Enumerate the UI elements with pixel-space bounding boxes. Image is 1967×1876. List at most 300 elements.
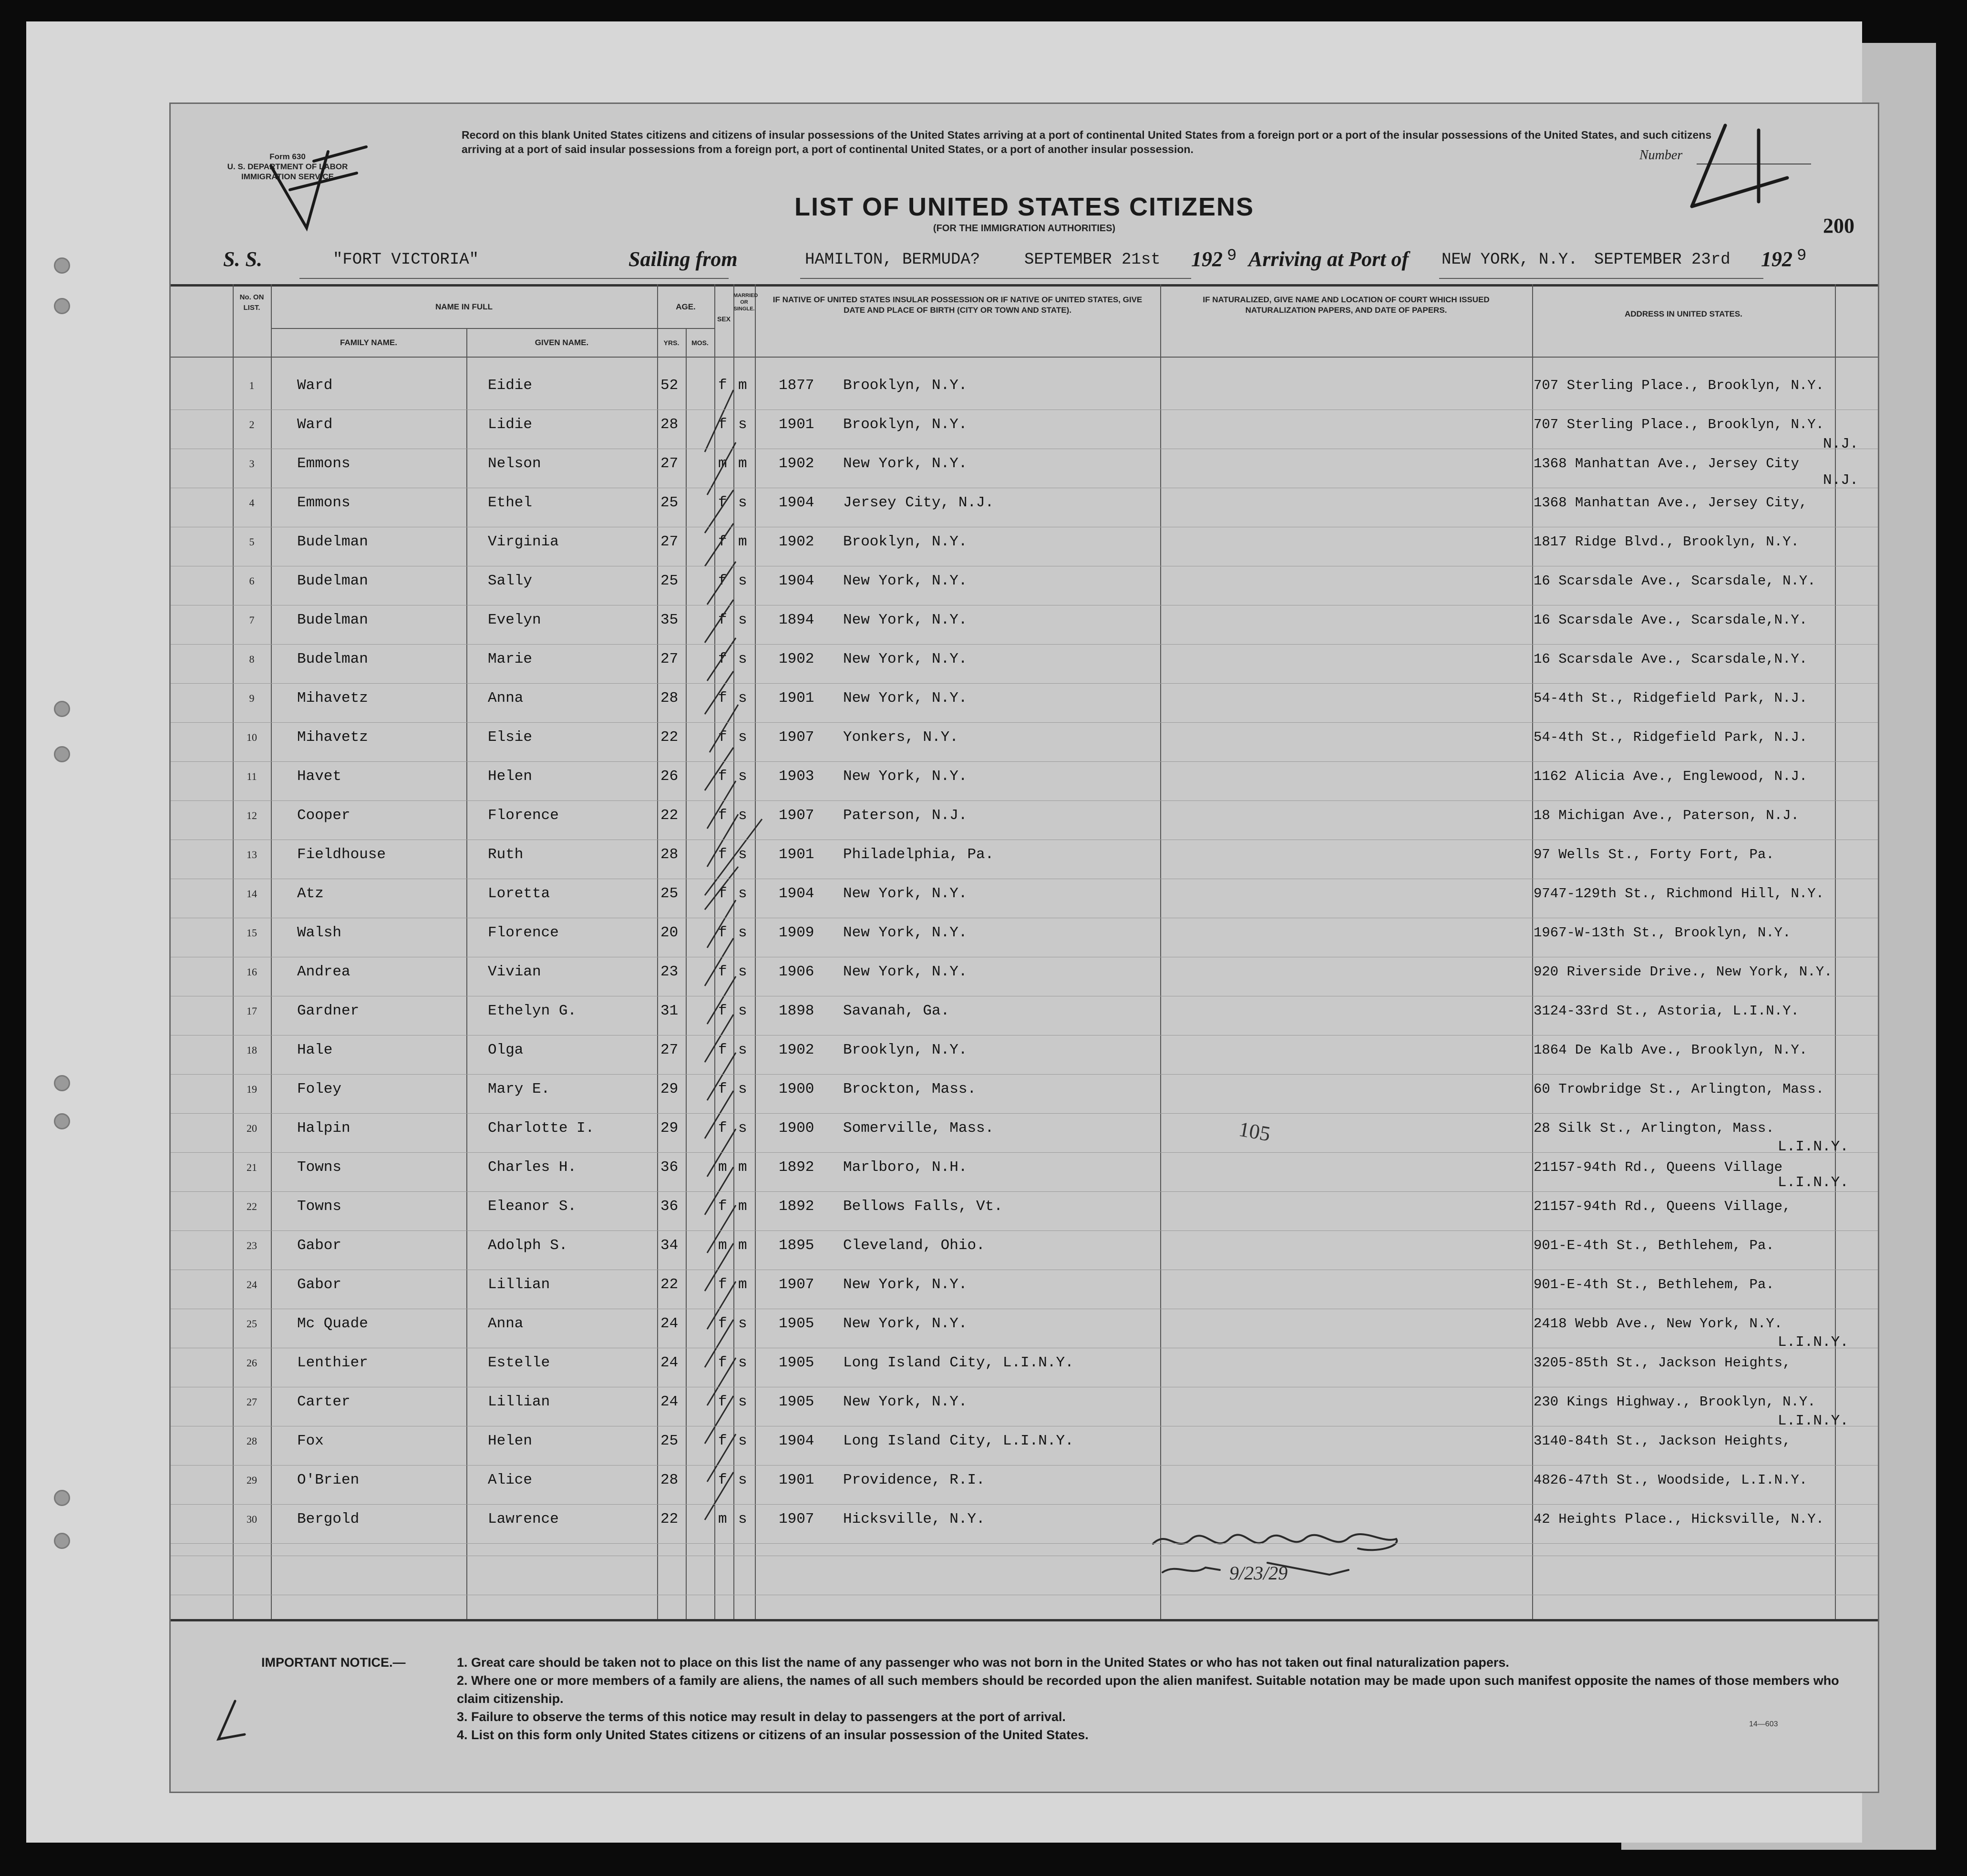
age-years: 34 <box>660 1237 679 1254</box>
sex: m <box>718 1159 727 1176</box>
given-name: Florence <box>488 807 559 824</box>
family-name: Ward <box>297 416 333 433</box>
sex: f <box>718 1394 727 1410</box>
birth-year: 1904 <box>779 494 814 511</box>
row-number: 6 <box>249 575 255 587</box>
arriving-year-typed: 9 <box>1797 247 1807 265</box>
family-name: Walsh <box>297 924 342 941</box>
birth-place: New York, N.Y. <box>843 690 968 707</box>
marital-status: s <box>738 768 747 785</box>
age-years: 24 <box>660 1354 679 1371</box>
birth-year: 1902 <box>779 533 814 550</box>
notice-item-3: 3. Failure to observe the terms of this notice may result in delay to passengers at the port of arrival. <box>457 1710 1066 1724</box>
family-name: Towns <box>297 1159 342 1176</box>
row-number: 8 <box>249 653 255 665</box>
address-continuation: N.J. <box>1823 472 1859 489</box>
given-name: Nelson <box>488 455 541 472</box>
header-mos: MOS. <box>691 339 709 347</box>
sex: f <box>718 416 727 433</box>
birth-place: Brooklyn, N.Y. <box>843 416 968 433</box>
ss-label: S. S. <box>223 247 262 271</box>
row-rule <box>171 1504 1878 1505</box>
birth-year: 1905 <box>779 1354 814 1371</box>
header-married-or-single: MARRIED OR SINGLE. <box>733 293 758 312</box>
given-name: Marie <box>488 651 533 667</box>
binder-hole <box>54 701 70 717</box>
header-no-on-list: No. ON LIST. <box>239 293 264 312</box>
notice-item-2: 2. Where one or more members of a family are aliens, the names of all such members should be recorded upon the alien manifest. Suitable notation may be made upon such manifest opposite the names of those members who claim citizenship. <box>457 1673 1839 1706</box>
sex: f <box>718 377 727 394</box>
given-name: Evelyn <box>488 612 541 628</box>
age-years: 25 <box>660 573 679 589</box>
row-number: 4 <box>249 497 255 509</box>
row-number: 19 <box>247 1083 257 1095</box>
age-years: 36 <box>660 1198 679 1215</box>
sex: f <box>718 612 727 628</box>
birth-year: 1902 <box>779 455 814 472</box>
sex: f <box>718 1003 727 1019</box>
sex: f <box>718 573 727 589</box>
sex: f <box>718 1276 727 1293</box>
family-name: Towns <box>297 1198 342 1215</box>
birth-place: Jersey City, N.J. <box>843 494 994 511</box>
us-address: 1162 Alicia Ave., Englewood, N.J. <box>1534 769 1808 784</box>
header-name-in-full: NAME IN FULL <box>435 302 493 311</box>
age-years: 28 <box>660 1472 679 1488</box>
header-naturalization: IF NATURALIZED, GIVE NAME AND LOCATION OF COURT WHICH ISSUED NATURALIZATION PAPERS, AND DATE OF PAPERS. <box>1203 295 1490 315</box>
age-years: 22 <box>660 729 679 746</box>
age-years: 25 <box>660 494 679 511</box>
arriving-line <box>1439 278 1763 279</box>
service-name: IMMIGRATION SERVICE <box>241 172 334 181</box>
row-number: 16 <box>247 966 257 978</box>
marital-status: s <box>738 1042 747 1058</box>
row-number: 26 <box>247 1357 257 1369</box>
given-name: Vivian <box>488 964 541 980</box>
header-bottom-border <box>171 357 1878 358</box>
header-sex: SEX <box>717 315 731 323</box>
marital-status: s <box>738 1472 747 1488</box>
row-rule <box>171 1543 1878 1544</box>
row-rule <box>171 644 1878 645</box>
us-address: 1967-W-13th St., Brooklyn, N.Y. <box>1534 925 1791 941</box>
birth-year: 1901 <box>779 416 814 433</box>
marital-status: s <box>738 1433 747 1449</box>
row-number: 21 <box>247 1161 257 1173</box>
birth-year: 1894 <box>779 612 814 628</box>
given-name: Ruth <box>488 846 524 863</box>
us-address: 707 Sterling Place., Brooklyn, N.Y. <box>1534 378 1824 393</box>
birth-place: Paterson, N.J. <box>843 807 968 824</box>
table-top-border <box>171 284 1878 287</box>
sex: f <box>718 924 727 941</box>
us-address: 3205-85th St., Jackson Heights, <box>1534 1355 1791 1371</box>
age-years: 22 <box>660 807 679 824</box>
binder-hole <box>54 1113 70 1129</box>
sex: f <box>718 768 727 785</box>
sailing-port: HAMILTON, BERMUDA? <box>805 251 980 269</box>
birth-place: Brockton, Mass. <box>843 1081 977 1097</box>
address-continuation: L.I.N.Y. <box>1778 1413 1849 1429</box>
us-address: 9747-129th St., Richmond Hill, N.Y. <box>1534 886 1824 902</box>
notice-heading: IMPORTANT NOTICE.— <box>261 1655 406 1670</box>
header-birth-place: IF NATIVE OF UNITED STATES INSULAR POSSESSION OR IF NATIVE OF UNITED STATES, GIVE DATE AND PLACE OF BIRTH (CITY OR TOWN AND STATE). <box>772 295 1143 315</box>
given-name: Adolph S. <box>488 1237 568 1254</box>
us-address: 28 Silk St., Arlington, Mass. <box>1534 1120 1774 1136</box>
sex: f <box>718 729 727 746</box>
form-instructions: Record on this blank United States citizens and citizens of insular possessions of the United States arriving at a port of continental United States from a foreign port or a port of the insular possessions of the United States, and such citizens arriving at a port of said insular possessions from a foreign port, a port of continental United States, or a port of another insular possession. <box>462 129 1712 155</box>
marital-status: s <box>738 690 747 707</box>
form-title: LIST OF UNITED STATES CITIZENS <box>794 193 1254 221</box>
column-divider <box>233 284 234 1619</box>
marital-status: s <box>738 846 747 863</box>
us-address: 21157-94th Rd., Queens Village <box>1534 1159 1783 1175</box>
marital-status: s <box>738 1511 747 1527</box>
row-rule <box>171 800 1878 801</box>
us-address: 18 Michigan Ave., Paterson, N.J. <box>1534 808 1799 823</box>
family-name: Bergold <box>297 1511 360 1527</box>
family-name: Budelman <box>297 533 368 550</box>
birth-place: New York, N.Y. <box>843 768 968 785</box>
given-name: Charlotte I. <box>488 1120 595 1137</box>
marital-status: s <box>738 651 747 667</box>
family-name: Havet <box>297 768 342 785</box>
row-rule <box>171 1074 1878 1075</box>
us-address: 1817 Ridge Blvd., Brooklyn, N.Y. <box>1534 534 1799 550</box>
page-number: 200 <box>1823 214 1854 237</box>
age-years: 22 <box>660 1276 679 1293</box>
marital-status: s <box>738 1003 747 1019</box>
given-name: Loretta <box>488 885 550 902</box>
given-name: Lillian <box>488 1394 550 1410</box>
birth-place: Philadelphia, Pa. <box>843 846 994 863</box>
sex: f <box>718 690 727 707</box>
address-continuation: N.J. <box>1823 436 1859 452</box>
birth-year: 1892 <box>779 1198 814 1215</box>
marital-status: s <box>738 1315 747 1332</box>
us-address: 21157-94th Rd., Queens Village, <box>1534 1199 1791 1214</box>
sex: f <box>718 1198 727 1215</box>
binder-hole <box>54 746 70 762</box>
given-name: Anna <box>488 690 524 707</box>
header-family-name: FAMILY NAME. <box>340 338 397 347</box>
marital-status: s <box>738 612 747 628</box>
birth-place: New York, N.Y. <box>843 924 968 941</box>
us-address: 97 Wells St., Forty Fort, Pa. <box>1534 847 1774 862</box>
birth-place: Marlboro, N.H. <box>843 1159 968 1176</box>
us-address: 901-E-4th St., Bethlehem, Pa. <box>1534 1238 1774 1253</box>
given-name: Lillian <box>488 1276 550 1293</box>
form-number: Form 630 <box>269 152 306 161</box>
given-name: Helen <box>488 1433 533 1449</box>
birth-place: Yonkers, N.Y. <box>843 729 958 746</box>
marital-status: s <box>738 807 747 824</box>
sex: f <box>718 1042 727 1058</box>
row-number: 25 <box>247 1318 257 1330</box>
marital-status: s <box>738 416 747 433</box>
row-number: 3 <box>249 458 255 470</box>
birth-place: Savanah, Ga. <box>843 1003 950 1019</box>
marital-status: s <box>738 729 747 746</box>
age-years: 24 <box>660 1315 679 1332</box>
row-number: 24 <box>247 1279 257 1291</box>
sex: m <box>718 1511 727 1527</box>
birth-year: 1895 <box>779 1237 814 1254</box>
age-years: 28 <box>660 846 679 863</box>
sex: f <box>718 494 727 511</box>
arriving-date: SEPTEMBER 23rd <box>1594 251 1730 269</box>
column-divider <box>686 328 687 1619</box>
age-years: 27 <box>660 533 679 550</box>
given-name: Elsie <box>488 729 533 746</box>
us-address: 42 Heights Place., Hicksville, N.Y. <box>1534 1511 1824 1527</box>
birth-place: New York, N.Y. <box>843 1315 968 1332</box>
marital-status: m <box>738 1276 747 1293</box>
family-name: Hale <box>297 1042 333 1058</box>
row-number: 18 <box>247 1044 257 1056</box>
birth-year: 1902 <box>779 1042 814 1058</box>
age-years: 31 <box>660 1003 679 1019</box>
birth-place: Long Island City, L.I.N.Y. <box>843 1354 1074 1371</box>
arriving-label: Arriving at Port of <box>1248 247 1409 271</box>
age-years: 26 <box>660 768 679 785</box>
us-address: 3124-33rd St., Astoria, L.I.N.Y. <box>1534 1003 1799 1019</box>
row-rule <box>171 1191 1878 1192</box>
birth-year: 1898 <box>779 1003 814 1019</box>
us-address: 54-4th St., Ridgefield Park, N.J. <box>1534 729 1808 745</box>
age-years: 29 <box>660 1081 679 1097</box>
family-name: Fox <box>297 1433 324 1449</box>
birth-year: 1901 <box>779 690 814 707</box>
us-address: 60 Trowbridge St., Arlington, Mass. <box>1534 1081 1824 1097</box>
row-number: 27 <box>247 1396 257 1408</box>
number-label: Number <box>1639 148 1683 163</box>
sex: f <box>718 807 727 824</box>
birth-year: 1900 <box>779 1120 814 1137</box>
birth-year: 1907 <box>779 729 814 746</box>
given-name: Virginia <box>488 533 559 550</box>
sex: f <box>718 1354 727 1371</box>
age-years: 27 <box>660 651 679 667</box>
given-name: Charles H. <box>488 1159 577 1176</box>
age-years: 25 <box>660 1433 679 1449</box>
binder-hole <box>54 1490 70 1506</box>
row-number: 11 <box>247 770 257 782</box>
birth-place: Brooklyn, N.Y. <box>843 377 968 394</box>
marital-status: m <box>738 533 747 550</box>
birth-place: New York, N.Y. <box>843 573 968 589</box>
sailing-date: SEPTEMBER 21st <box>1024 251 1161 269</box>
birth-year: 1901 <box>779 1472 814 1488</box>
birth-place: Brooklyn, N.Y. <box>843 1042 968 1058</box>
row-number: 30 <box>247 1513 257 1525</box>
age-years: 36 <box>660 1159 679 1176</box>
family-name: Mc Quade <box>297 1315 368 1332</box>
ship-name: "FORT VICTORIA" <box>333 251 479 269</box>
birth-year: 1904 <box>779 885 814 902</box>
department-name: U. S. DEPARTMENT OF LABOR <box>227 162 348 171</box>
birth-year: 1900 <box>779 1081 814 1097</box>
us-address: 1864 De Kalb Ave., Brooklyn, N.Y. <box>1534 1042 1808 1058</box>
us-address: 230 Kings Highway., Brooklyn, N.Y. <box>1534 1394 1816 1410</box>
family-name: Cooper <box>297 807 350 824</box>
birth-year: 1903 <box>779 768 814 785</box>
birth-year: 1904 <box>779 1433 814 1449</box>
row-rule <box>171 683 1878 684</box>
binder-hole <box>54 1533 70 1549</box>
header-age: AGE. <box>676 302 696 311</box>
us-address: 1368 Manhattan Ave., Jersey City <box>1534 456 1799 472</box>
birth-year: 1905 <box>779 1315 814 1332</box>
row-number: 14 <box>247 888 257 900</box>
binder-hole <box>54 1075 70 1091</box>
given-name: Estelle <box>488 1354 550 1371</box>
birth-place: Long Island City, L.I.N.Y. <box>843 1433 1074 1449</box>
sex: f <box>718 533 727 550</box>
family-name: Lenthier <box>297 1354 368 1371</box>
marital-status: s <box>738 964 747 980</box>
marital-status: s <box>738 1394 747 1410</box>
header-given-name: GIVEN NAME. <box>535 338 589 347</box>
given-name: Helen <box>488 768 533 785</box>
age-years: 52 <box>660 377 679 394</box>
birth-place: New York, N.Y. <box>843 1394 968 1410</box>
family-name: Budelman <box>297 612 368 628</box>
given-name: Lidie <box>488 416 533 433</box>
column-divider <box>1532 284 1533 1619</box>
birth-year: 1901 <box>779 846 814 863</box>
binder-hole <box>54 298 70 314</box>
row-number: 5 <box>249 536 255 548</box>
signature-date: 9/23/29 <box>1229 1562 1288 1584</box>
row-number: 28 <box>247 1435 257 1447</box>
row-number: 20 <box>247 1122 257 1134</box>
us-address: 901-E-4th St., Bethlehem, Pa. <box>1534 1277 1774 1292</box>
given-name: Anna <box>488 1315 524 1332</box>
birth-year: 1907 <box>779 1276 814 1293</box>
family-name: Budelman <box>297 573 368 589</box>
column-divider <box>466 328 467 1619</box>
family-name: Gabor <box>297 1237 342 1254</box>
row-number: 15 <box>247 927 257 939</box>
birth-place: New York, N.Y. <box>843 885 968 902</box>
marital-status: s <box>738 1120 747 1137</box>
marital-status: s <box>738 573 747 589</box>
birth-place: New York, N.Y. <box>843 612 968 628</box>
marital-status: m <box>738 377 747 394</box>
us-address: 16 Scarsdale Ave., Scarsdale, N.Y. <box>1534 573 1816 589</box>
handwritten-number-4 <box>1687 121 1811 211</box>
age-years: 24 <box>660 1394 679 1410</box>
marital-status: m <box>738 1237 747 1254</box>
birth-place: New York, N.Y. <box>843 651 968 667</box>
marital-status: m <box>738 1198 747 1215</box>
birth-year: 1877 <box>779 377 814 394</box>
header-subdivider <box>271 328 714 329</box>
age-years: 28 <box>660 690 679 707</box>
sailing-year-printed: 192 <box>1191 247 1223 271</box>
marital-status: s <box>738 494 747 511</box>
row-number: 23 <box>247 1240 257 1251</box>
row-rule <box>171 761 1878 762</box>
row-number: 10 <box>247 731 257 743</box>
handwritten-mark <box>209 1696 252 1749</box>
marital-status: m <box>738 1159 747 1176</box>
manifest-form <box>169 103 1879 1793</box>
age-years: 27 <box>660 455 679 472</box>
binder-hole <box>54 257 70 274</box>
sailing-year-typed: 9 <box>1227 247 1237 265</box>
us-address: 920 Riverside Drive., New York, N.Y. <box>1534 964 1833 980</box>
sex: f <box>718 964 727 980</box>
sex: f <box>718 1315 727 1332</box>
age-years: 27 <box>660 1042 679 1058</box>
sex: f <box>718 1433 727 1449</box>
birth-year: 1905 <box>779 1394 814 1410</box>
notice-item-1: 1. Great care should be taken not to place on this list the name of any passenger who was not born in the United States or who has not taken out final naturalization papers. <box>457 1655 1509 1670</box>
arriving-port: NEW YORK, N.Y. <box>1442 251 1578 269</box>
family-name: Fieldhouse <box>297 846 386 863</box>
family-name: Halpin <box>297 1120 350 1137</box>
row-number: 9 <box>249 692 255 704</box>
age-years: 22 <box>660 1511 679 1527</box>
age-years: 28 <box>660 416 679 433</box>
family-name: Andrea <box>297 964 350 980</box>
sex: m <box>718 455 727 472</box>
marital-status: m <box>738 455 747 472</box>
sex: f <box>718 885 727 902</box>
row-number: 7 <box>249 614 255 626</box>
given-name: Ethel <box>488 494 533 511</box>
row-number: 13 <box>247 849 257 861</box>
birth-year: 1892 <box>779 1159 814 1176</box>
us-address: 54-4th St., Ridgefield Park, N.J. <box>1534 690 1808 706</box>
column-divider <box>271 284 272 1619</box>
birth-place: Brooklyn, N.Y. <box>843 533 968 550</box>
age-years: 29 <box>660 1120 679 1137</box>
sex: f <box>718 846 727 863</box>
family-name: Mihavetz <box>297 690 368 707</box>
header-address: ADDRESS IN UNITED STATES. <box>1625 309 1742 318</box>
sex: f <box>718 1472 727 1488</box>
family-name: Gabor <box>297 1276 342 1293</box>
birth-year: 1904 <box>779 573 814 589</box>
column-divider <box>657 284 658 1619</box>
row-number: 29 <box>247 1474 257 1486</box>
birth-year: 1907 <box>779 1511 814 1527</box>
birth-year: 1907 <box>779 807 814 824</box>
given-name: Lawrence <box>488 1511 559 1527</box>
us-address: 2418 Webb Ave., New York, N.Y. <box>1534 1316 1783 1332</box>
document-page <box>26 21 1862 1843</box>
address-continuation: L.I.N.Y. <box>1778 1174 1849 1191</box>
us-address: 16 Scarsdale Ave., Scarsdale,N.Y. <box>1534 651 1808 667</box>
birth-place: Hicksville, N.Y. <box>843 1511 985 1527</box>
marital-status: s <box>738 885 747 902</box>
birth-place: New York, N.Y. <box>843 455 968 472</box>
sailing-label: Sailing from <box>628 247 738 271</box>
address-continuation: L.I.N.Y. <box>1778 1138 1849 1155</box>
family-name: Carter <box>297 1394 350 1410</box>
age-years: 25 <box>660 885 679 902</box>
birth-place: Somerville, Mass. <box>843 1120 994 1137</box>
form-code: 14—603 <box>1749 1720 1778 1728</box>
birth-place: Bellows Falls, Vt. <box>843 1198 1003 1215</box>
us-address: 16 Scarsdale Ave., Scarsdale,N.Y. <box>1534 612 1808 628</box>
handwritten-tick-marks <box>700 371 776 1534</box>
row-rule <box>171 1465 1878 1466</box>
sex: f <box>718 651 727 667</box>
